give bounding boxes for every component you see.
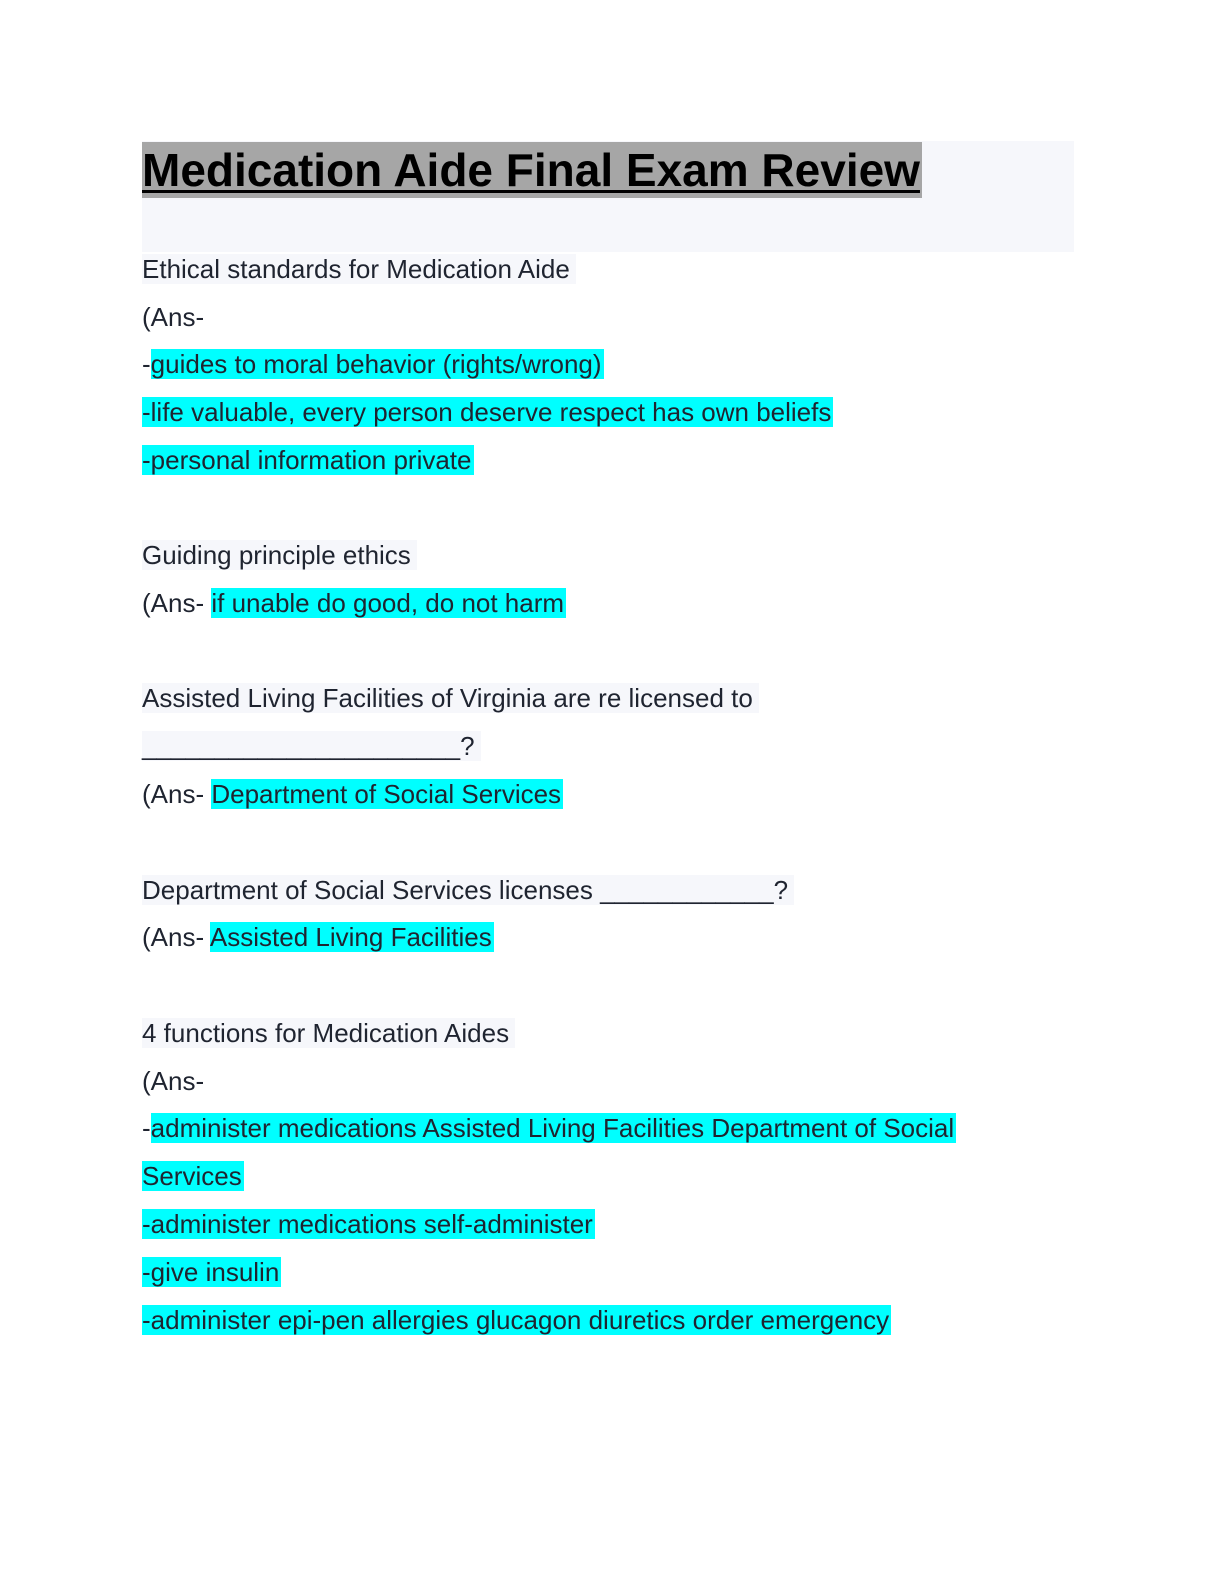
answer-5-line-2 (142, 1159, 244, 1193)
answer-1-line-2 (142, 395, 833, 429)
answer-text: -administer medications self-administer (142, 1209, 593, 1239)
document-title: Medication Aide Final Exam Review (142, 144, 920, 196)
answer-dash: - (142, 1113, 151, 1143)
question-2 (142, 538, 417, 572)
answer-prefix: (Ans- (142, 302, 205, 332)
answer-dash: - (142, 349, 151, 379)
answer-prefix: (Ans- (142, 588, 212, 618)
answer-text: Assisted Living Facilities (209, 922, 492, 952)
answer-5-line-1 (142, 1111, 956, 1145)
answer-5-line-3 (142, 1207, 595, 1241)
question-5 (142, 1016, 515, 1050)
answer-prefix: (Ans- (142, 779, 212, 809)
question-text: Department of Social Services licenses ____________? (142, 875, 794, 905)
answer-prefix-1 (142, 300, 204, 334)
question-text: 4 functions for Medication Aides (142, 1018, 515, 1048)
answer-text: if unable do good, do not harm (211, 588, 565, 618)
answer-prefix-5 (142, 1064, 204, 1098)
question-1 (142, 252, 576, 286)
question-3-line-1 (142, 681, 759, 715)
answer-5-line-4 (142, 1255, 281, 1289)
answer-text: Department of Social Services (211, 779, 562, 809)
answer-prefix: (Ans- (142, 1066, 205, 1096)
answer-2 (142, 586, 566, 620)
answer-text: -administer epi-pen allergies glucagon diuretics order emergency (142, 1305, 890, 1335)
answer-text: -personal information private (142, 445, 472, 475)
answer-text: Services (142, 1161, 242, 1191)
question-text: Assisted Living Facilities of Virginia are re licensed to (142, 683, 759, 713)
answer-prefix: (Ans- (142, 922, 210, 952)
question-3-line-2 (142, 729, 481, 763)
answer-text: -give insulin (142, 1257, 280, 1287)
question-4 (142, 873, 794, 907)
answer-text: guides to moral behavior (rights/wrong) (150, 349, 602, 379)
answer-1-line-1 (142, 347, 604, 381)
question-text: Ethical standards for Medication Aide (142, 254, 576, 284)
answer-5-line-5 (142, 1303, 891, 1337)
answer-3 (142, 777, 563, 811)
answer-text: administer medications Assisted Living Facilities Department of Social (150, 1113, 955, 1143)
question-text: Guiding principle ethics (142, 540, 417, 570)
question-blank: ______________________? (142, 731, 481, 761)
answer-4 (142, 920, 494, 954)
answer-1-line-3 (142, 443, 474, 477)
answer-text: -life valuable, every person deserve respect has own beliefs (142, 397, 832, 427)
